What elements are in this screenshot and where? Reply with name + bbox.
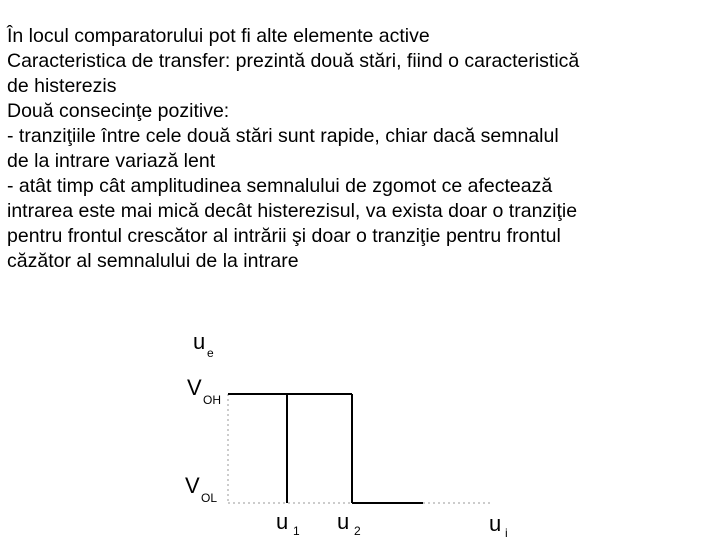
u2-label: u [337,509,350,534]
text-line: pentru frontul crescător al intrării şi doar o tranziţie pentru frontul [7,225,561,247]
u2-label-sub: 2 [354,524,361,538]
y-axis-label: u [193,329,206,354]
vol-label: V [185,473,200,498]
text-line: În locul comparatorului pot fi alte elemente active [7,25,430,47]
vol-label-sub: OL [201,491,218,505]
text-line: - tranziţiile între cele două stări sunt rapide, chiar dacă semnalul [7,125,559,147]
u1-label-sub: 1 [293,524,300,538]
text-line: Caracteristica de transfer: prezintă două stări, fiind o caracteristică [7,50,580,72]
text-line: căzător al semnalului de la intrare [7,250,299,272]
u1-label: u [276,509,289,534]
text-line: Două consecinţe pozitive: [7,100,230,122]
x-axis-label: u [489,511,502,536]
text-line: intrarea este mai mică decât histerezisul, va exista doar o tranziţie [7,200,578,222]
text-line: - atât timp cât amplitudinea semnalului de zgomot ce afectează [7,175,553,197]
voh-label: V [187,375,202,400]
x-axis-label-sub: i [505,526,508,540]
text-line: de la intrare variază lent [7,150,216,172]
text-line: de histerezis [7,75,117,97]
voh-label-sub: OH [203,393,221,407]
y-axis-label-sub: e [207,346,214,360]
